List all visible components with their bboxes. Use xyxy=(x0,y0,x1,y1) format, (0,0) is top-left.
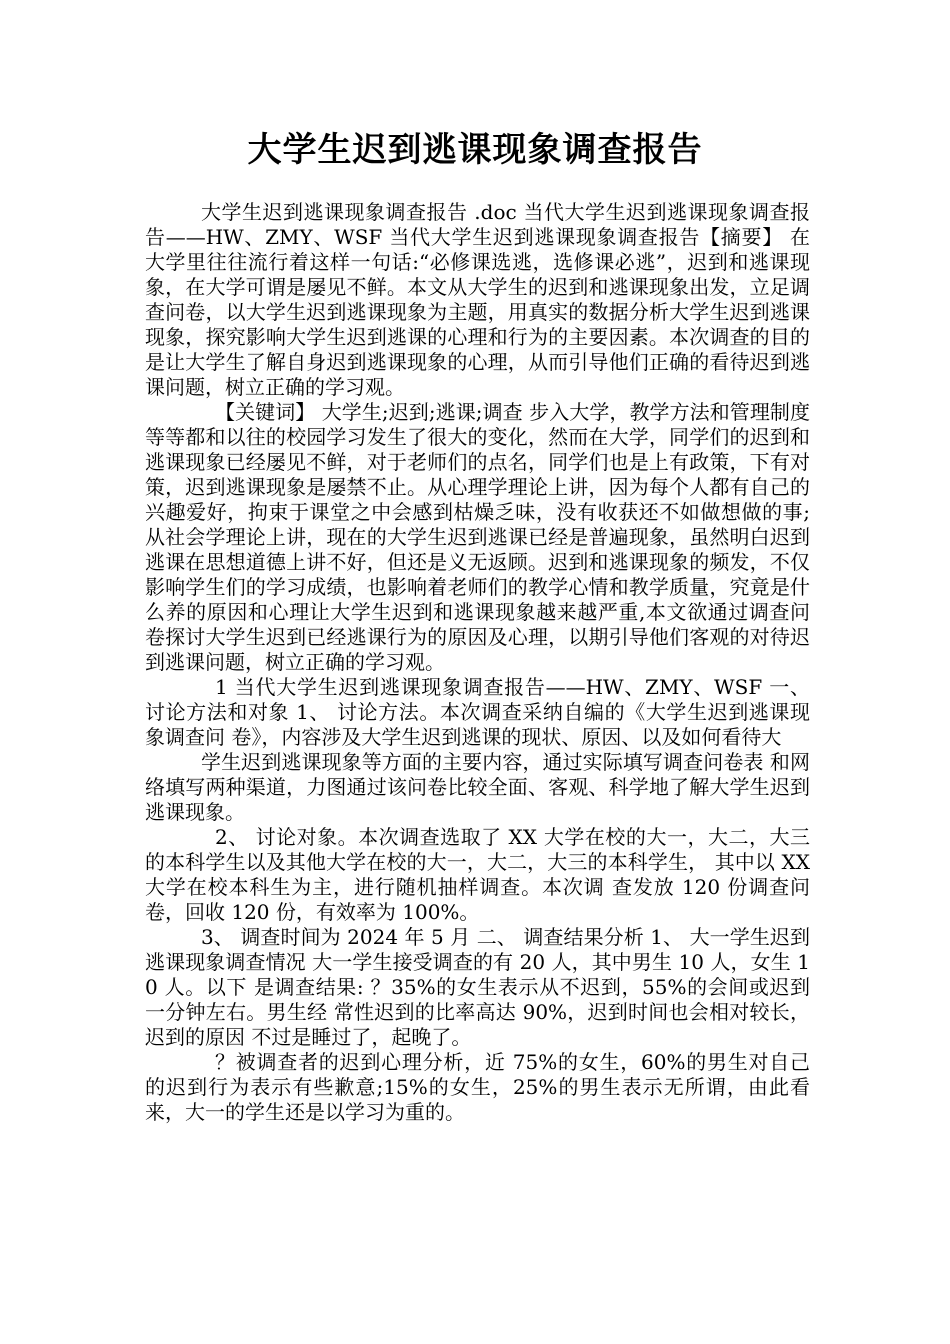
paragraph-method: 1 当代大学生迟到逃课现象调查报告——HW、ZMY、WSF 一、 讨论方法和对象 1、 讨论方法。本次调查采纳自编的《大学生迟到逃课现象调查问 卷》，内容涉及大学生迟到逃课的现状、原因、以及如何看待大 xyxy=(145,675,810,749)
paragraph-abstract: 大学生迟到逃课现象调查报告 .doc 当代大学生迟到逃课现象调查报告——HW、ZMY、WSF 当代大学生迟到逃课现象调查报告【摘要】 在大学里往往流行着这样一句话:“必修课选逃，选修课必逃”，迟到和逃课现象，在大学可谓是屡见不鲜。本文从大学生的迟到和逃课现象出发，立足调查问卷，以大学生迟到逃课现象为主题，用真实的数据分析大学生迟到逃课现象，探究影响大学生迟到逃课的心理和行为的主要因素。本次调查的目的是让大学生了解自身迟到逃课现象的心理，从而引导他们正确的看待迟到逃课问题，树立正确的学习观。 xyxy=(145,200,810,399)
paragraph-keywords: 【关键词】 大学生;迟到;逃课;调查 步入大学，教学方法和管理制度等等都和以往的校园学习发生了很大的变化，然而在大学，同学们的迟到和逃课现象已经屡见不鲜，对于老师们的点名，同学们也是上有政策，下有对策，迟到逃课现象是屡禁不止。从心理学理论上讲，因为每个人都有自己的兴趣爱好，拘束于课堂之中会感到枯燥乏味，没有收获还不如做想做的事;从社会学理论上讲，现在的大学生迟到逃课已经是普遍现象，虽然明白迟到逃课在思想道德上讲不好，但还是义无返顾。迟到和逃课现象的频发，不仅影响学生们的学习成绩，也影响着老师们的教学心情和教学质量，究竟是什么养的原因和心理让大学生迟到和逃课现象越来越严重,本文欲通过调查问卷探讨大学生迟到已经逃课行为的原因及心理，以期引导他们客观的对待迟到逃课问题，树立正确的学习观。 xyxy=(145,400,810,674)
document-body xyxy=(145,200,810,1125)
paragraph-subjects: 2、 讨论对象。本次调查选取了 XX 大学在校的大一，大二，大三 的本科学生以及其他大学在校的大一，大二，大三的本科学生， 其中以 XX 大学在校本科生为主，进行随机抽样调查。本次调 查发放 120 份调查问卷，回收 120 份，有效率为 100%。 xyxy=(145,825,810,924)
paragraph-psychology: ？被调查者的迟到心理分析，近 75%的女生，60%的男生对自己的迟到行为表示有些歉意;15%的女生，25%的男生表示无所谓，由此看来，大一的学生还是以学习为重的。 xyxy=(145,1050,810,1124)
paragraph-method-continued: 学生迟到逃课现象等方面的主要内容，通过实际填写调查问卷表 和网络填写两种渠道，力图通过该问卷比较全面、客观、科学地了解大学生迟到逃课现象。 xyxy=(145,750,810,824)
document-title: 大学生迟到逃课现象调查报告 xyxy=(247,130,703,170)
paragraph-results: 3、 调查时间为 2024 年 5 月 二、 调查结果分析 1、 大一学生迟到逃课现象调查情况 大一学生接受调查的有 20 人，其中男生 10 人，女生 10 人。以下 是调查结果: ？35%的女生表示从不迟到，55%的会间或迟到一分钟左右。男生经 常性迟到的比率高达 90%，迟到时间也会相对较长，迟到的原因 不过是睡过了，起晚了。 xyxy=(145,925,810,1049)
